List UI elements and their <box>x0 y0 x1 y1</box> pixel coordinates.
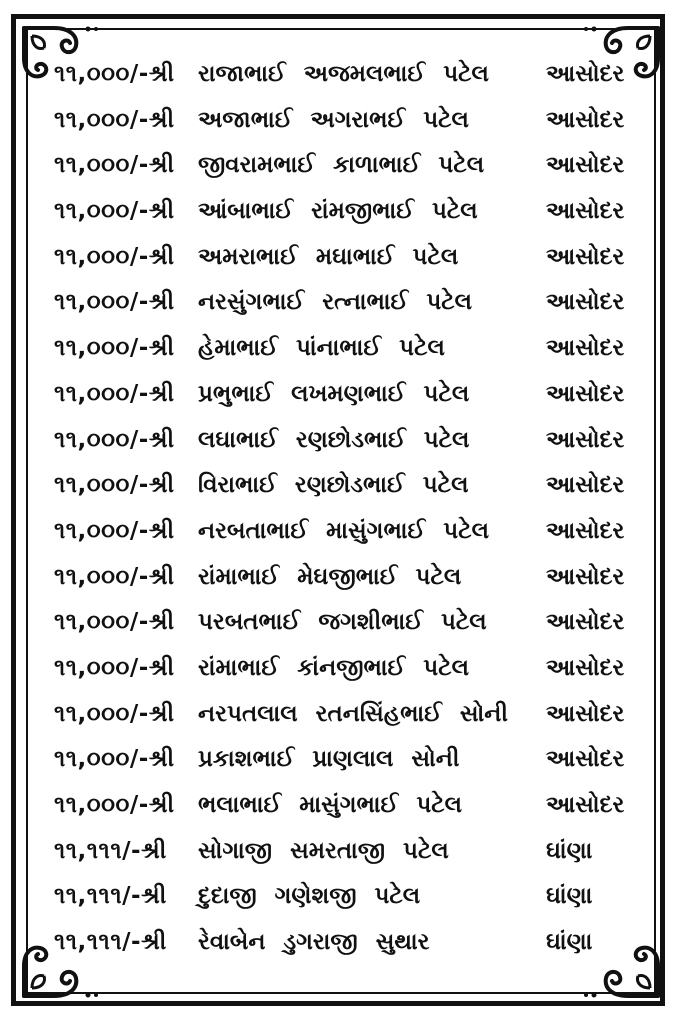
donor-row <box>0 646 682 692</box>
donor-name: રાંમાભાઈ કાંનજીભાઈ પટેલ <box>198 654 469 681</box>
donor-village: આસોદર <box>546 198 625 225</box>
donor-village: આસોદર <box>546 426 625 453</box>
donation-amount: ૧૧,૦૦૦/-શ્રી <box>54 609 175 636</box>
donor-village: આસોદર <box>546 152 625 179</box>
donor-name: દુદાજી ગણેશજી પટેલ <box>198 883 421 910</box>
donor-row <box>0 509 682 555</box>
donor-name: આંબાભાઈ રાંમજીભાઈ પટેલ <box>198 198 478 225</box>
donor-name: પ્રકાશભાઈ પ્રાણલાલ સોની <box>198 746 460 773</box>
donor-name: ભલાભાઈ માસુંગભાઈ પટેલ <box>198 792 463 818</box>
donor-village: આસોદર <box>546 563 625 590</box>
donation-amount: ૧૧,૦૦૦/-શ્રી <box>54 152 175 179</box>
donor-village: આસોદર <box>546 517 625 544</box>
donation-amount: ૧૧,૦૦૦/-શ્રી <box>54 654 175 681</box>
donor-row <box>0 829 682 875</box>
donor-row <box>0 143 682 189</box>
donation-amount: ૧૧,૦૦૦/-શ્રી <box>54 198 175 225</box>
donor-village: ઘાંણા <box>546 883 593 910</box>
donation-amount: ૧૧,૦૦૦/-શ્રી <box>54 563 175 590</box>
donation-amount: ૧૧,૦૦૦/-શ્રી <box>54 380 175 407</box>
donation-amount: ૧૧,૦૦૦/-શ્રી <box>54 106 175 133</box>
donation-amount: ૧૧,૦૦૦/-શ્રી <box>54 426 175 453</box>
donor-list <box>0 52 682 966</box>
donation-amount: ૧૧,૦૦૦/-શ્રી <box>54 289 175 316</box>
donor-row <box>0 920 682 966</box>
donor-village: આસોદર <box>546 380 625 407</box>
donor-village: આસોદર <box>546 243 625 270</box>
donor-name: રાજાભાઈ અજમલભાઈ પટેલ <box>198 61 489 87</box>
donor-row <box>0 783 682 829</box>
donor-name: પરબતભાઈ જગશીભાઈ પટેલ <box>198 609 487 636</box>
donor-row <box>0 874 682 920</box>
donation-amount: ૧૧,૦૦૦/-શ્રી <box>54 517 175 544</box>
donor-village: આસોદર <box>546 61 625 87</box>
donor-name: પ્રભુભાઈ લખમણભાઈ પટેલ <box>198 380 470 407</box>
donor-name: નરસુંગભાઈ રત્નાભાઈ પટેલ <box>198 289 473 316</box>
donor-village: ઘાંણા <box>546 929 593 956</box>
donation-amount: ૧૧,૦૦૦/-શ્રી <box>54 472 175 499</box>
donor-name: અજાભાઈ અગરાભઈ પટેલ <box>198 106 469 133</box>
donor-row <box>0 737 682 783</box>
donor-row <box>0 418 682 464</box>
donation-amount: ૧૧,૦૦૦/-શ્રી <box>54 792 175 818</box>
donor-row <box>0 52 682 98</box>
donor-row <box>0 555 682 601</box>
donor-name: નરબતાભાઈ માસુંગભાઈ પટેલ <box>198 517 489 544</box>
donation-amount: ૧૧,૧૧૧/-શ્રી <box>54 883 167 910</box>
donor-village: આસોદર <box>546 472 625 499</box>
donor-name: જીવરામભાઈ કાળાભાઈ પટેલ <box>198 152 485 179</box>
donor-name: સોગાજી સમરતાજી પટેલ <box>198 837 449 864</box>
donor-row <box>0 98 682 144</box>
donor-village: આસોદર <box>546 289 625 316</box>
donor-name: અમરાભાઈ મઘાભાઈ પટેલ <box>198 243 459 270</box>
donor-village: આસોદર <box>546 106 625 133</box>
donor-name: રેવાબેન ડુગરાજી સુથાર <box>198 929 430 956</box>
donor-village: આસોદર <box>546 746 625 773</box>
donor-name: વિરાભાઈ રણછોડભાઈ પટેલ <box>198 472 469 499</box>
donor-row <box>0 326 682 372</box>
donor-row <box>0 235 682 281</box>
donor-row <box>0 189 682 235</box>
donor-village: આસોદર <box>546 792 625 818</box>
donor-village: ઘાંણા <box>546 837 593 864</box>
donor-name: લઘાભાઈ રણછોડભાઈ પટેલ <box>198 426 470 453</box>
donation-amount: ૧૧,૦૦૦/-શ્રી <box>54 243 175 270</box>
donor-row <box>0 463 682 509</box>
donation-amount: ૧૧,૦૦૦/-શ્રી <box>54 746 175 773</box>
donor-row <box>0 692 682 738</box>
donation-amount: ૧૧,૦૦૦/-શ્રી <box>54 700 175 727</box>
donor-village: આસોદર <box>546 700 625 727</box>
donor-village: આસોદર <box>546 654 625 681</box>
donor-row <box>0 600 682 646</box>
donor-name: નરપતલાલ રતનસિંહભાઈ સોની <box>198 700 508 727</box>
donation-amount: ૧૧,૦૦૦/-શ્રી <box>54 335 175 362</box>
donor-row <box>0 280 682 326</box>
donor-row <box>0 372 682 418</box>
donation-amount: ૧૧,૧૧૧/-શ્રી <box>54 837 167 864</box>
donor-village: આસોદર <box>546 609 625 636</box>
donor-name: રાંમાભાઈ મેઘજીભાઈ પટેલ <box>198 563 462 590</box>
donation-amount: ૧૧,૧૧૧/-શ્રી <box>54 929 167 956</box>
donor-village: આસોદર <box>546 335 625 362</box>
donation-amount: ૧૧,૦૦૦/-શ્રી <box>54 61 175 87</box>
donor-name: હેમાભાઈ પાંનાભાઈ પટેલ <box>198 335 445 362</box>
